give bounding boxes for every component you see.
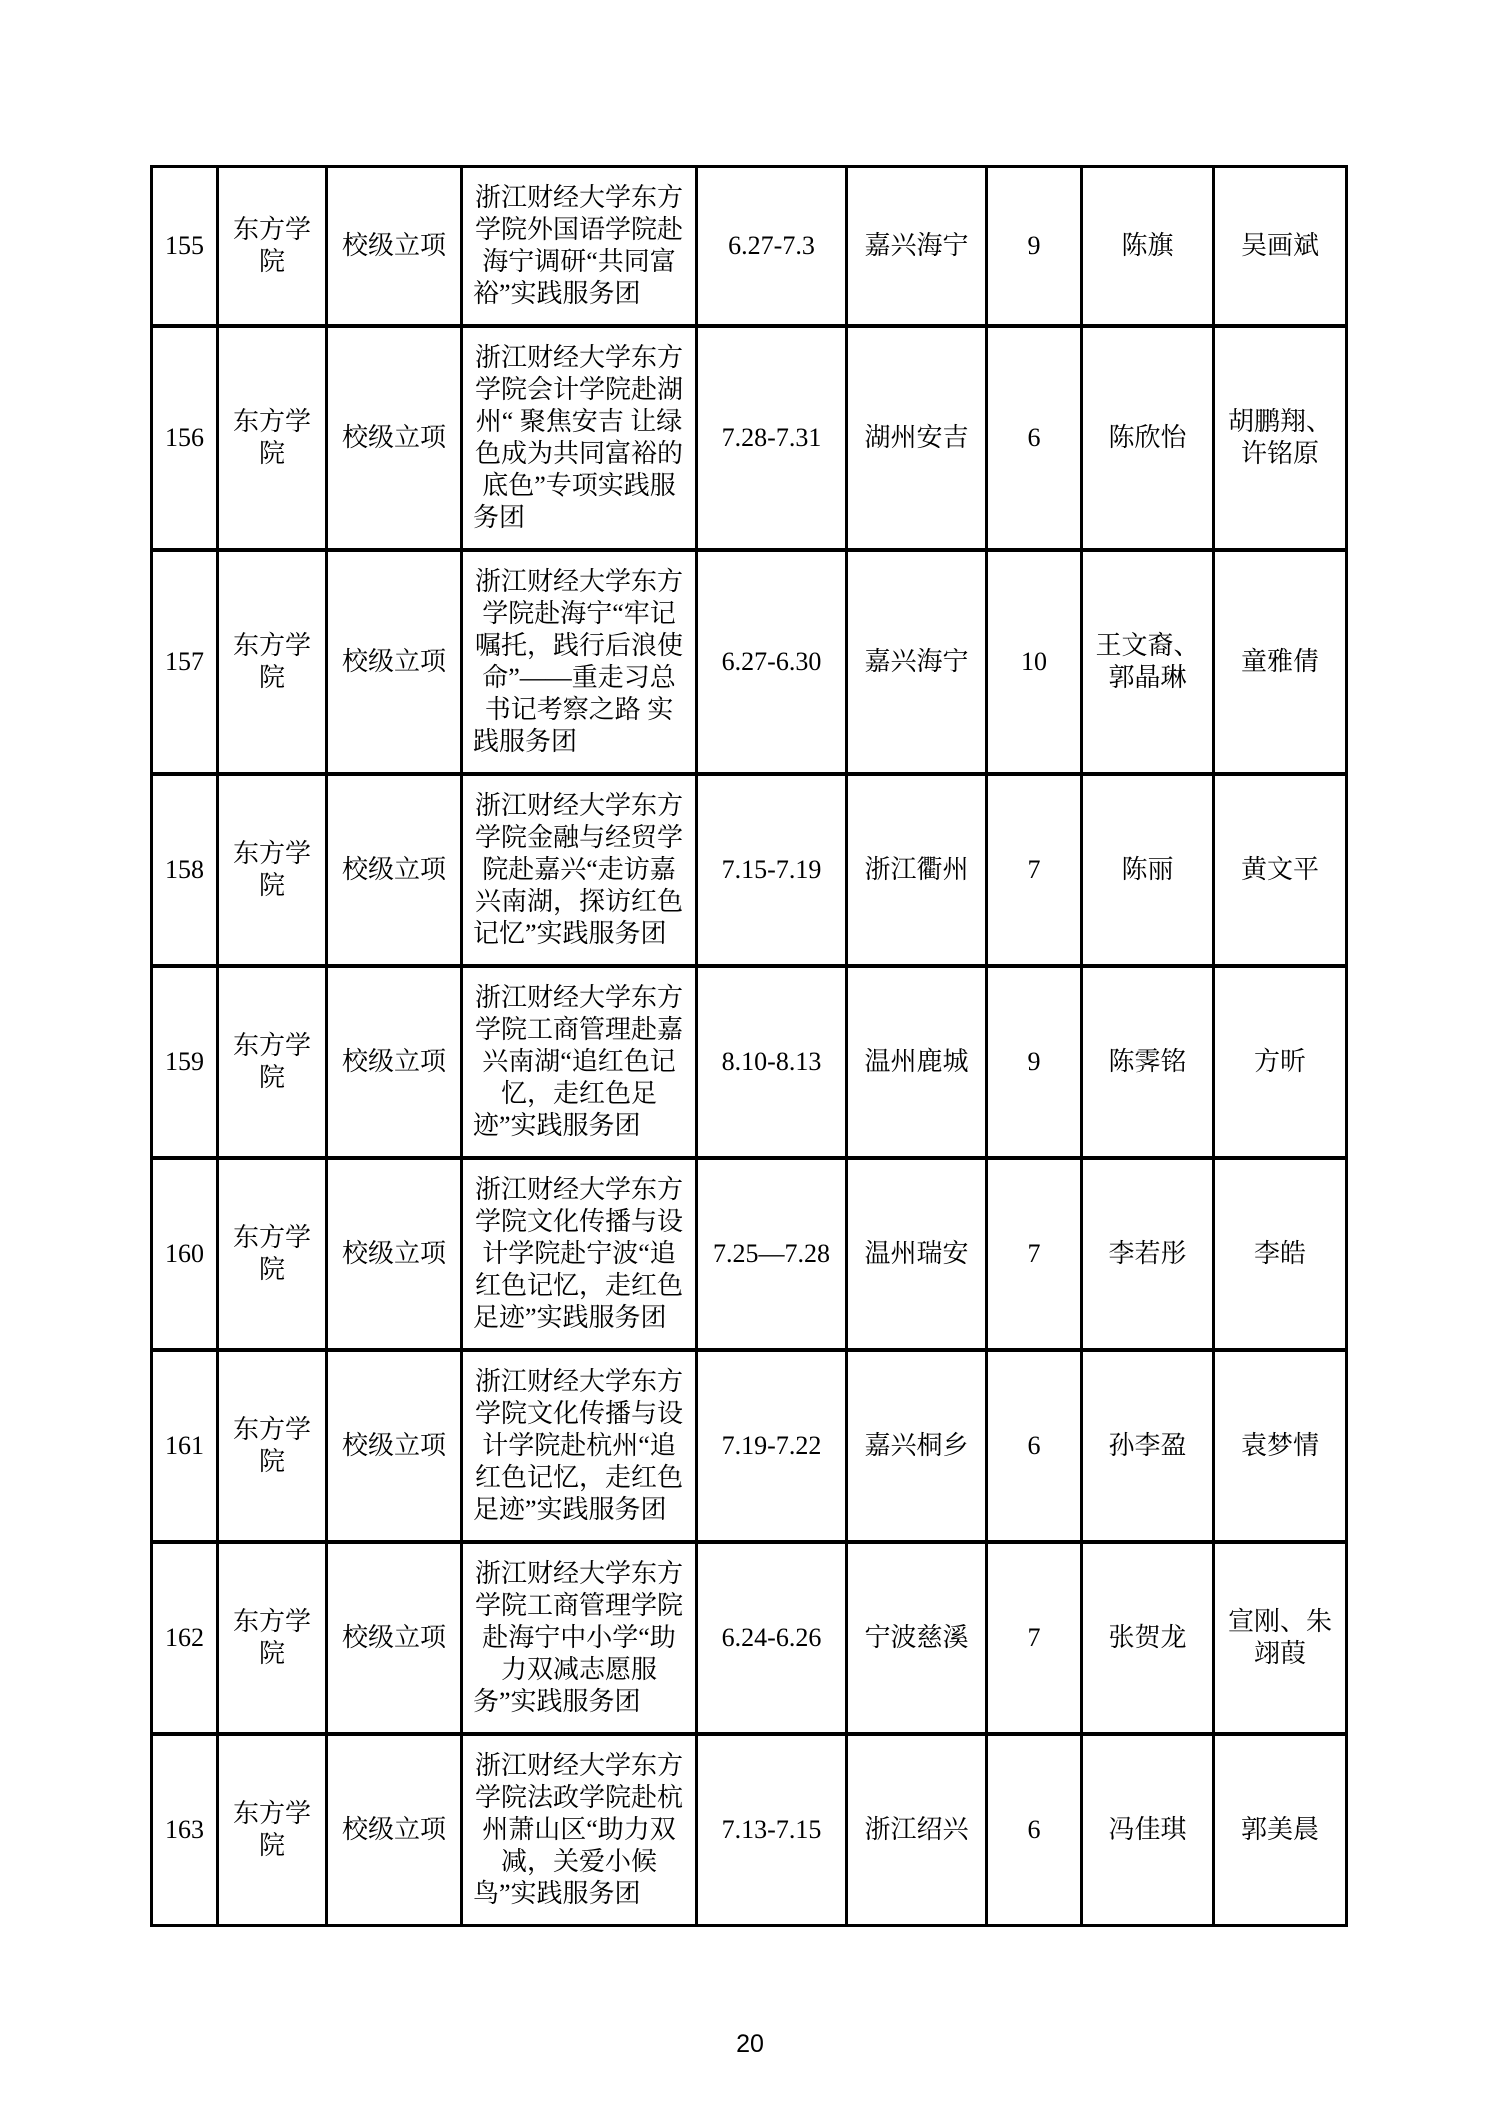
cell-college: 东方学院 <box>218 1158 327 1350</box>
cell-dates: 7.13-7.15 <box>697 1734 847 1926</box>
cell-row-number: 158 <box>152 774 218 966</box>
cell-leader: 张贺龙 <box>1082 1542 1214 1734</box>
cell-teacher: 宣刚、朱翊葭 <box>1214 1542 1347 1734</box>
cell-project-level: 校级立项 <box>327 326 462 550</box>
page-number: 20 <box>736 2030 764 2058</box>
cell-member-count: 6 <box>987 1350 1082 1542</box>
cell-project-name: 浙江财经大学东方学院会计学院赴湖州“ 聚焦安吉 让绿色成为共同富裕的底色”专项实践服务团 <box>462 326 697 550</box>
cell-project-name: 浙江财经大学东方学院工商管理赴嘉兴南湖“追红色记忆，走红色足迹”实践服务团 <box>462 966 697 1158</box>
cell-project-name: 浙江财经大学东方学院法政学院赴杭州萧山区“助力双减，关爱小候鸟”实践服务团 <box>462 1734 697 1926</box>
cell-project-level: 校级立项 <box>327 774 462 966</box>
cell-project-name: 浙江财经大学东方学院外国语学院赴海宁调研“共同富裕”实践服务团 <box>462 167 697 327</box>
cell-member-count: 9 <box>987 966 1082 1158</box>
cell-location: 湖州安吉 <box>847 326 987 550</box>
cell-leader: 陈丽 <box>1082 774 1214 966</box>
cell-leader: 陈欣怡 <box>1082 326 1214 550</box>
cell-location: 宁波慈溪 <box>847 1542 987 1734</box>
cell-project-level: 校级立项 <box>327 1350 462 1542</box>
cell-project-level: 校级立项 <box>327 1734 462 1926</box>
cell-project-name: 浙江财经大学东方学院金融与经贸学院赴嘉兴“走访嘉兴南湖，探访红色记忆”实践服务团 <box>462 774 697 966</box>
cell-location: 嘉兴海宁 <box>847 167 987 327</box>
cell-college: 东方学院 <box>218 326 327 550</box>
cell-dates: 6.24-6.26 <box>697 1542 847 1734</box>
cell-row-number: 157 <box>152 550 218 774</box>
cell-teacher: 袁梦情 <box>1214 1350 1347 1542</box>
cell-project-level: 校级立项 <box>327 1542 462 1734</box>
cell-leader: 陈霁铭 <box>1082 966 1214 1158</box>
table-row <box>152 1542 1347 1734</box>
cell-dates: 8.10-8.13 <box>697 966 847 1158</box>
cell-teacher: 黄文平 <box>1214 774 1347 966</box>
cell-location: 温州瑞安 <box>847 1158 987 1350</box>
table-row <box>152 1350 1347 1542</box>
cell-row-number: 160 <box>152 1158 218 1350</box>
table-row <box>152 774 1347 966</box>
cell-member-count: 9 <box>987 167 1082 327</box>
cell-college: 东方学院 <box>218 550 327 774</box>
table-row <box>152 1158 1347 1350</box>
cell-project-level: 校级立项 <box>327 550 462 774</box>
cell-location: 温州鹿城 <box>847 966 987 1158</box>
cell-leader: 孙李盈 <box>1082 1350 1214 1542</box>
cell-member-count: 7 <box>987 1158 1082 1350</box>
cell-teacher: 李皓 <box>1214 1158 1347 1350</box>
table-row <box>152 326 1347 550</box>
cell-teacher: 胡鹏翔、许铭原 <box>1214 326 1347 550</box>
cell-project-level: 校级立项 <box>327 966 462 1158</box>
table-row <box>152 550 1347 774</box>
cell-member-count: 7 <box>987 1542 1082 1734</box>
cell-dates: 7.28-7.31 <box>697 326 847 550</box>
cell-dates: 7.15-7.19 <box>697 774 847 966</box>
cell-leader: 王文裔、郭晶琳 <box>1082 550 1214 774</box>
cell-row-number: 155 <box>152 167 218 327</box>
cell-row-number: 162 <box>152 1542 218 1734</box>
cell-project-name: 浙江财经大学东方学院文化传播与设计学院赴杭州“追红色记忆，走红色足迹”实践服务团 <box>462 1350 697 1542</box>
cell-college: 东方学院 <box>218 1350 327 1542</box>
cell-teacher: 童雅倩 <box>1214 550 1347 774</box>
cell-college: 东方学院 <box>218 774 327 966</box>
cell-college: 东方学院 <box>218 167 327 327</box>
cell-location: 嘉兴桐乡 <box>847 1350 987 1542</box>
table-row <box>152 966 1347 1158</box>
cell-location: 浙江绍兴 <box>847 1734 987 1926</box>
cell-member-count: 6 <box>987 1734 1082 1926</box>
cell-location: 浙江衢州 <box>847 774 987 966</box>
table-row <box>152 167 1347 327</box>
cell-row-number: 161 <box>152 1350 218 1542</box>
cell-project-name: 浙江财经大学东方学院工商管理学院赴海宁中小学“助力双减志愿服务”实践服务团 <box>462 1542 697 1734</box>
cell-teacher: 方昕 <box>1214 966 1347 1158</box>
cell-dates: 7.25—7.28 <box>697 1158 847 1350</box>
cell-dates: 6.27-7.3 <box>697 167 847 327</box>
table-row <box>152 1734 1347 1926</box>
cell-member-count: 6 <box>987 326 1082 550</box>
cell-row-number: 156 <box>152 326 218 550</box>
cell-college: 东方学院 <box>218 1734 327 1926</box>
cell-leader: 陈旗 <box>1082 167 1214 327</box>
cell-project-name: 浙江财经大学东方学院赴海宁“牢记嘱托，践行后浪使命”——重走习总书记考察之路 实践服务团 <box>462 550 697 774</box>
cell-college: 东方学院 <box>218 1542 327 1734</box>
projects-table <box>150 165 1348 1927</box>
cell-teacher: 郭美晨 <box>1214 1734 1347 1926</box>
cell-member-count: 7 <box>987 774 1082 966</box>
cell-row-number: 163 <box>152 1734 218 1926</box>
cell-leader: 冯佳琪 <box>1082 1734 1214 1926</box>
cell-dates: 7.19-7.22 <box>697 1350 847 1542</box>
cell-project-level: 校级立项 <box>327 167 462 327</box>
cell-location: 嘉兴海宁 <box>847 550 987 774</box>
cell-project-name: 浙江财经大学东方学院文化传播与设计学院赴宁波“追红色记忆，走红色足迹”实践服务团 <box>462 1158 697 1350</box>
cell-row-number: 159 <box>152 966 218 1158</box>
cell-college: 东方学院 <box>218 966 327 1158</box>
cell-teacher: 吴画斌 <box>1214 167 1347 327</box>
cell-member-count: 10 <box>987 550 1082 774</box>
cell-dates: 6.27-6.30 <box>697 550 847 774</box>
cell-leader: 李若彤 <box>1082 1158 1214 1350</box>
cell-project-level: 校级立项 <box>327 1158 462 1350</box>
